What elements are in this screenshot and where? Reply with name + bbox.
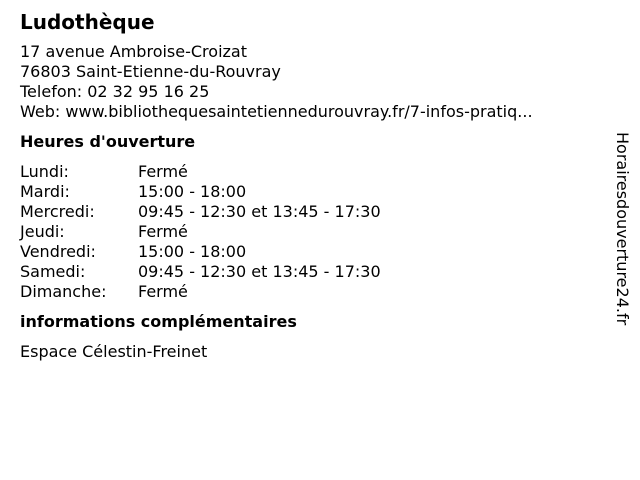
hours-row: [20, 242, 600, 262]
hours-row: [20, 162, 600, 182]
section-spacer: [20, 302, 600, 312]
hours-day: Dimanche:: [20, 282, 107, 301]
hours-day: Mercredi:: [20, 202, 95, 221]
hours-time: 15:00 - 18:00: [138, 242, 247, 261]
hours-time: Fermé: [138, 282, 188, 301]
hours-time: 15:00 - 18:00: [138, 182, 247, 201]
hours-row: [20, 182, 600, 202]
hours-day: Lundi:: [20, 162, 69, 181]
opening-hours-title: Heures d'ouverture: [20, 132, 196, 151]
opening-hours-list: [20, 162, 600, 302]
hours-time: 09:45 - 12:30 et 13:45 - 17:30: [138, 202, 381, 221]
hours-day: Jeudi:: [20, 222, 65, 241]
hours-time: 09:45 - 12:30 et 13:45 - 17:30: [138, 262, 381, 281]
phone-line: Telefon: 02 32 95 16 25: [20, 82, 210, 101]
hours-row: [20, 222, 600, 242]
hours-time: Fermé: [138, 222, 188, 241]
hours-row: [20, 282, 600, 302]
address-line-2: 76803 Saint-Etienne-du-Rouvray: [20, 62, 281, 81]
info-card: [20, 10, 600, 362]
additional-info-title: informations complémentaires: [20, 312, 297, 331]
hours-time: Fermé: [138, 162, 188, 181]
hours-day: Samedi:: [20, 262, 86, 281]
website-line: Web: www.bibliothequesaintetiennedurouvray.fr/7-infos-pratiq...: [20, 102, 533, 121]
place-title: Ludothèque: [20, 10, 155, 34]
address-line-1: 17 avenue Ambroise-Croizat: [20, 42, 247, 61]
additional-info-text: Espace Célestin-Freinet: [20, 342, 208, 361]
hours-row: [20, 202, 600, 222]
hours-row: [20, 262, 600, 282]
site-watermark: Horairesdouverture24.fr: [613, 132, 632, 326]
hours-day: Vendredi:: [20, 242, 96, 261]
hours-day: Mardi:: [20, 182, 70, 201]
